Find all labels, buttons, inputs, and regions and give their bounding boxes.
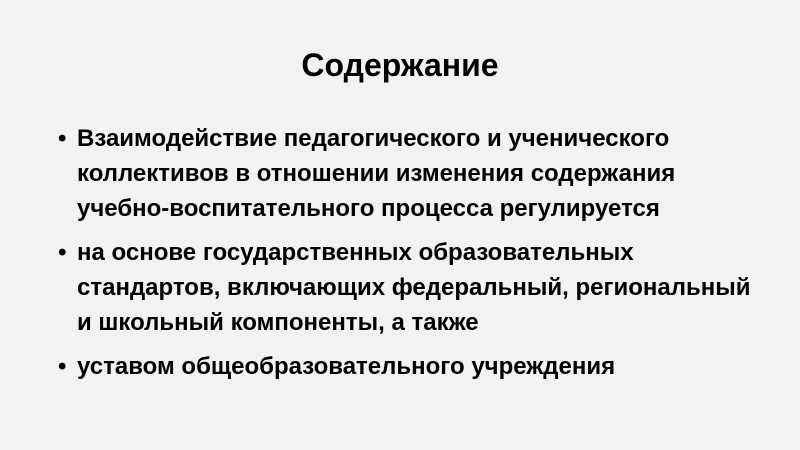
bullet-marker: • — [58, 353, 67, 380]
bullet-item — [58, 349, 758, 384]
bullet-text: уставом общеобразовательного учреждения — [77, 353, 616, 380]
bullet-item — [58, 121, 758, 226]
bullet-marker: • — [58, 125, 67, 152]
bullet-marker: • — [58, 239, 67, 266]
bullet-item — [58, 235, 758, 340]
bullet-list — [58, 121, 758, 393]
slide-title: Содержание — [301, 47, 499, 83]
bullet-text: Взаимодействие педагогического и ученического коллективов в отношении изменения содержания учебно-воспитательного процесса регулируется — [77, 125, 676, 222]
bullet-text: на основе государственных образовательных стандартов, включающих федеральный, региональный и школьный компоненты, а также — [77, 239, 751, 336]
